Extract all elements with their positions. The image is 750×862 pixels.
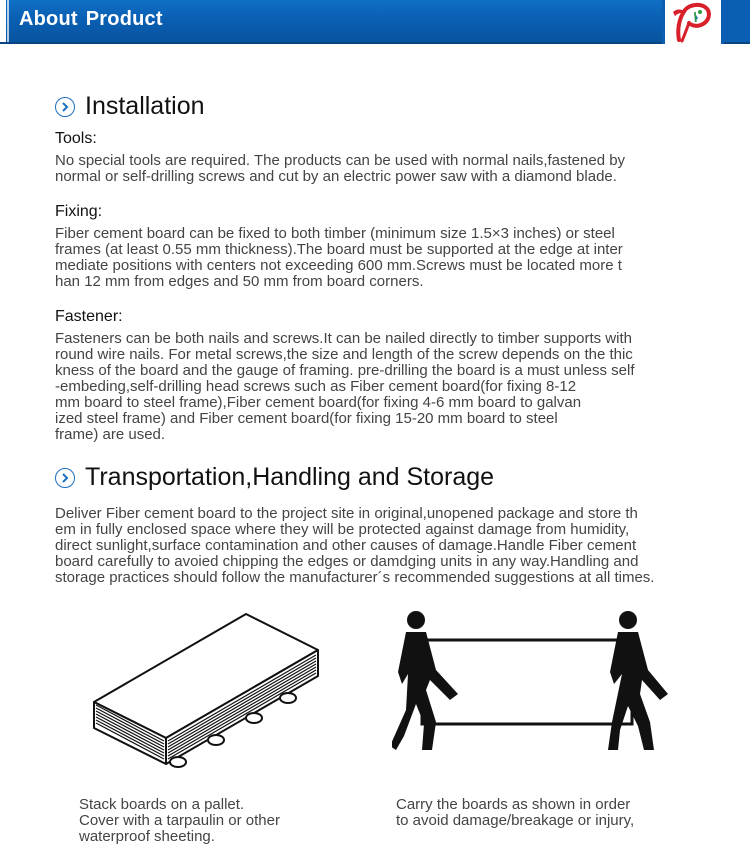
fastener-line: Fasteners can be both nails and screws.It can be nailed directly to timber supports with (55, 330, 632, 347)
fixing-line: frames (at least 0.55 mm thickness).The board must be supported at the edge at inter (55, 241, 623, 258)
header-accent-line (7, 0, 9, 42)
header-tail (724, 0, 750, 42)
tools-line: No special tools are required. The products can be used with normal nails,fastened by (55, 152, 626, 169)
two-people-carrying-board-icon (392, 610, 692, 760)
board-stack-pallet-icon (88, 610, 328, 775)
transport-line: direct sunlight,surface contamination and other causes of damage.Handle Fiber cement (55, 537, 637, 554)
left-caption (79, 797, 280, 845)
fastener-text (55, 331, 745, 443)
chevron-right-icon (55, 468, 75, 488)
fastener-line: kness of the board and the gauge of framing. pre-drilling the board is a must unless self (55, 362, 635, 379)
fastener-line: ized steel frame) and Fiber cement board(for fixing 15-20 mm board to steel (55, 410, 558, 427)
fixing-line: Fiber cement board can be fixed to both timber (minimum size 1.5×3 inches) or steel (55, 225, 615, 242)
fastener-line: -embeding,self-drilling head screws such as Fiber cement board(for fixing 8-12 (55, 378, 577, 395)
fixing-line: han 12 mm from edges and 50 mm from board corners. (55, 273, 424, 290)
fastener-line: round wire nails. For metal screws,the size and length of the screw depends on the thic (55, 346, 633, 363)
tools-text (55, 153, 745, 185)
installation-title: Installation (85, 92, 205, 120)
fixing-text (55, 226, 745, 290)
header-title-about: About (19, 8, 78, 30)
chevron-right-icon (55, 97, 75, 117)
fastener-line: mm board to steel frame),Fiber cement board(for fixing 4-6 mm board to galvan (55, 394, 582, 411)
company-logo-icon[interactable] (662, 0, 724, 44)
right-caption-line: Carry the boards as shown in order (396, 796, 631, 813)
installation-heading (55, 92, 205, 121)
fixing-label: Fixing: (55, 203, 103, 220)
transport-line: em in fully enclosed space where they will be protected against damage from humidity, (55, 521, 630, 538)
fastener-label: Fastener: (55, 308, 123, 325)
transport-line: board carefully to avoied chipping the edges or damdging units in any way.Handling and (55, 553, 639, 570)
transport-title: Transportation,Handling and Storage (85, 463, 495, 491)
tools-line: normal or self-drilling screws and cut by an electric power saw with a diamond blade. (55, 168, 617, 185)
fixing-line: mediate positions with centers not exceeding 600 mm.Screws must be located more t (55, 257, 622, 274)
header-banner (0, 0, 750, 44)
left-caption-line: Cover with a tarpaulin or other (79, 812, 280, 829)
transport-text (55, 506, 745, 586)
transport-line: Deliver Fiber cement board to the project site in original,unopened package and store th (55, 505, 638, 522)
fastener-line: frame) are used. (55, 426, 166, 443)
left-caption-line: waterproof sheeting. (79, 828, 215, 845)
right-caption-line: to avoid damage/breakage or injury, (396, 812, 635, 829)
transport-line: storage practices should follow the manufacturer´s recommended suggestions at all times. (55, 569, 655, 586)
header-title-product: Product (85, 8, 163, 30)
transport-heading (55, 463, 494, 492)
header-accent-bar (0, 0, 6, 42)
header-title (19, 8, 163, 31)
right-caption (396, 797, 634, 829)
left-caption-line: Stack boards on a pallet. (79, 796, 245, 813)
tools-label: Tools: (55, 130, 97, 147)
